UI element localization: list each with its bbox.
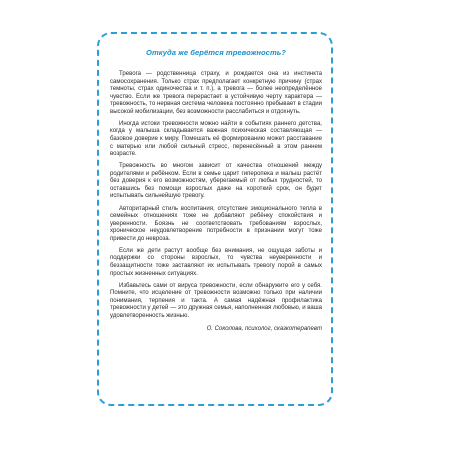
paragraph-5: Если же дети растут вообще без внимания, не ощущая заботы и поддержки со стороны взрослых, то чувства неуверенности и беззащитности тоже заставляют их испытывать тревогу порой в самых простых жизненных ситуациях. xyxy=(110,247,322,277)
paragraph-3: Тревожность во многом зависит от качества отношений между родителями и ребёнком. Если в семье царит гиперопека и малыш растёт без доверия к его возможностям, уберегаемый от любых трудностей, то оставшись без помощи взрослых даже на короткий срок, он будет испытывать сильнейшую тревогу. xyxy=(110,163,322,200)
info-box xyxy=(97,32,333,406)
paragraph-2: Иногда истоки тревожности можно найти в событиях раннего детства, когда у малыша складывается важная психическая составляющая — базовое доверие к миру. Помешать её формированию может расставание с матерью или любой сильный стресс, перенесённый в этом раннем возрасте. xyxy=(110,120,322,158)
author-signature: О. Соколова, психолог, сказкотерапевт xyxy=(206,326,322,333)
paragraph-4: Авторитарный стиль воспитания, отсутствие эмоционального тепла в семейных отношениях тоже не добавляют ребёнку спокойствия и уверенности. Боязнь не соответствовать требованиям взрослых, хроническое неудовлетворение потребности в признании могут тоже привести до невроза. xyxy=(110,205,322,242)
paragraph-1: Тревога — родственница страху, и рождается она из инстинкта самосохранения. Только страх предполагает конкретную причину (страх темноты, страх одиночества и т. п.), а тревога — более неопределённое чувство. Если же тревога перерастает в устойчивую черту характера — тревожность, то нервная система человека постоянно пребывает в стадии высокой мобилизации, без возможности расслабиться и отдохнуть. xyxy=(110,71,322,115)
paragraph-6: Избавьтесь сами от вируса тревожности, если обнаружите его у себя. Помните, что исцеление от тревожности возможно только при наличии понимания, терпения и такта. А самая надёжная профилактика тревожности у детей — это дружная семья, наполненная любовью, и ваша удовлетворенность жизнью. xyxy=(110,282,322,319)
box-title: Откуда же берётся тревожность? xyxy=(145,48,286,57)
